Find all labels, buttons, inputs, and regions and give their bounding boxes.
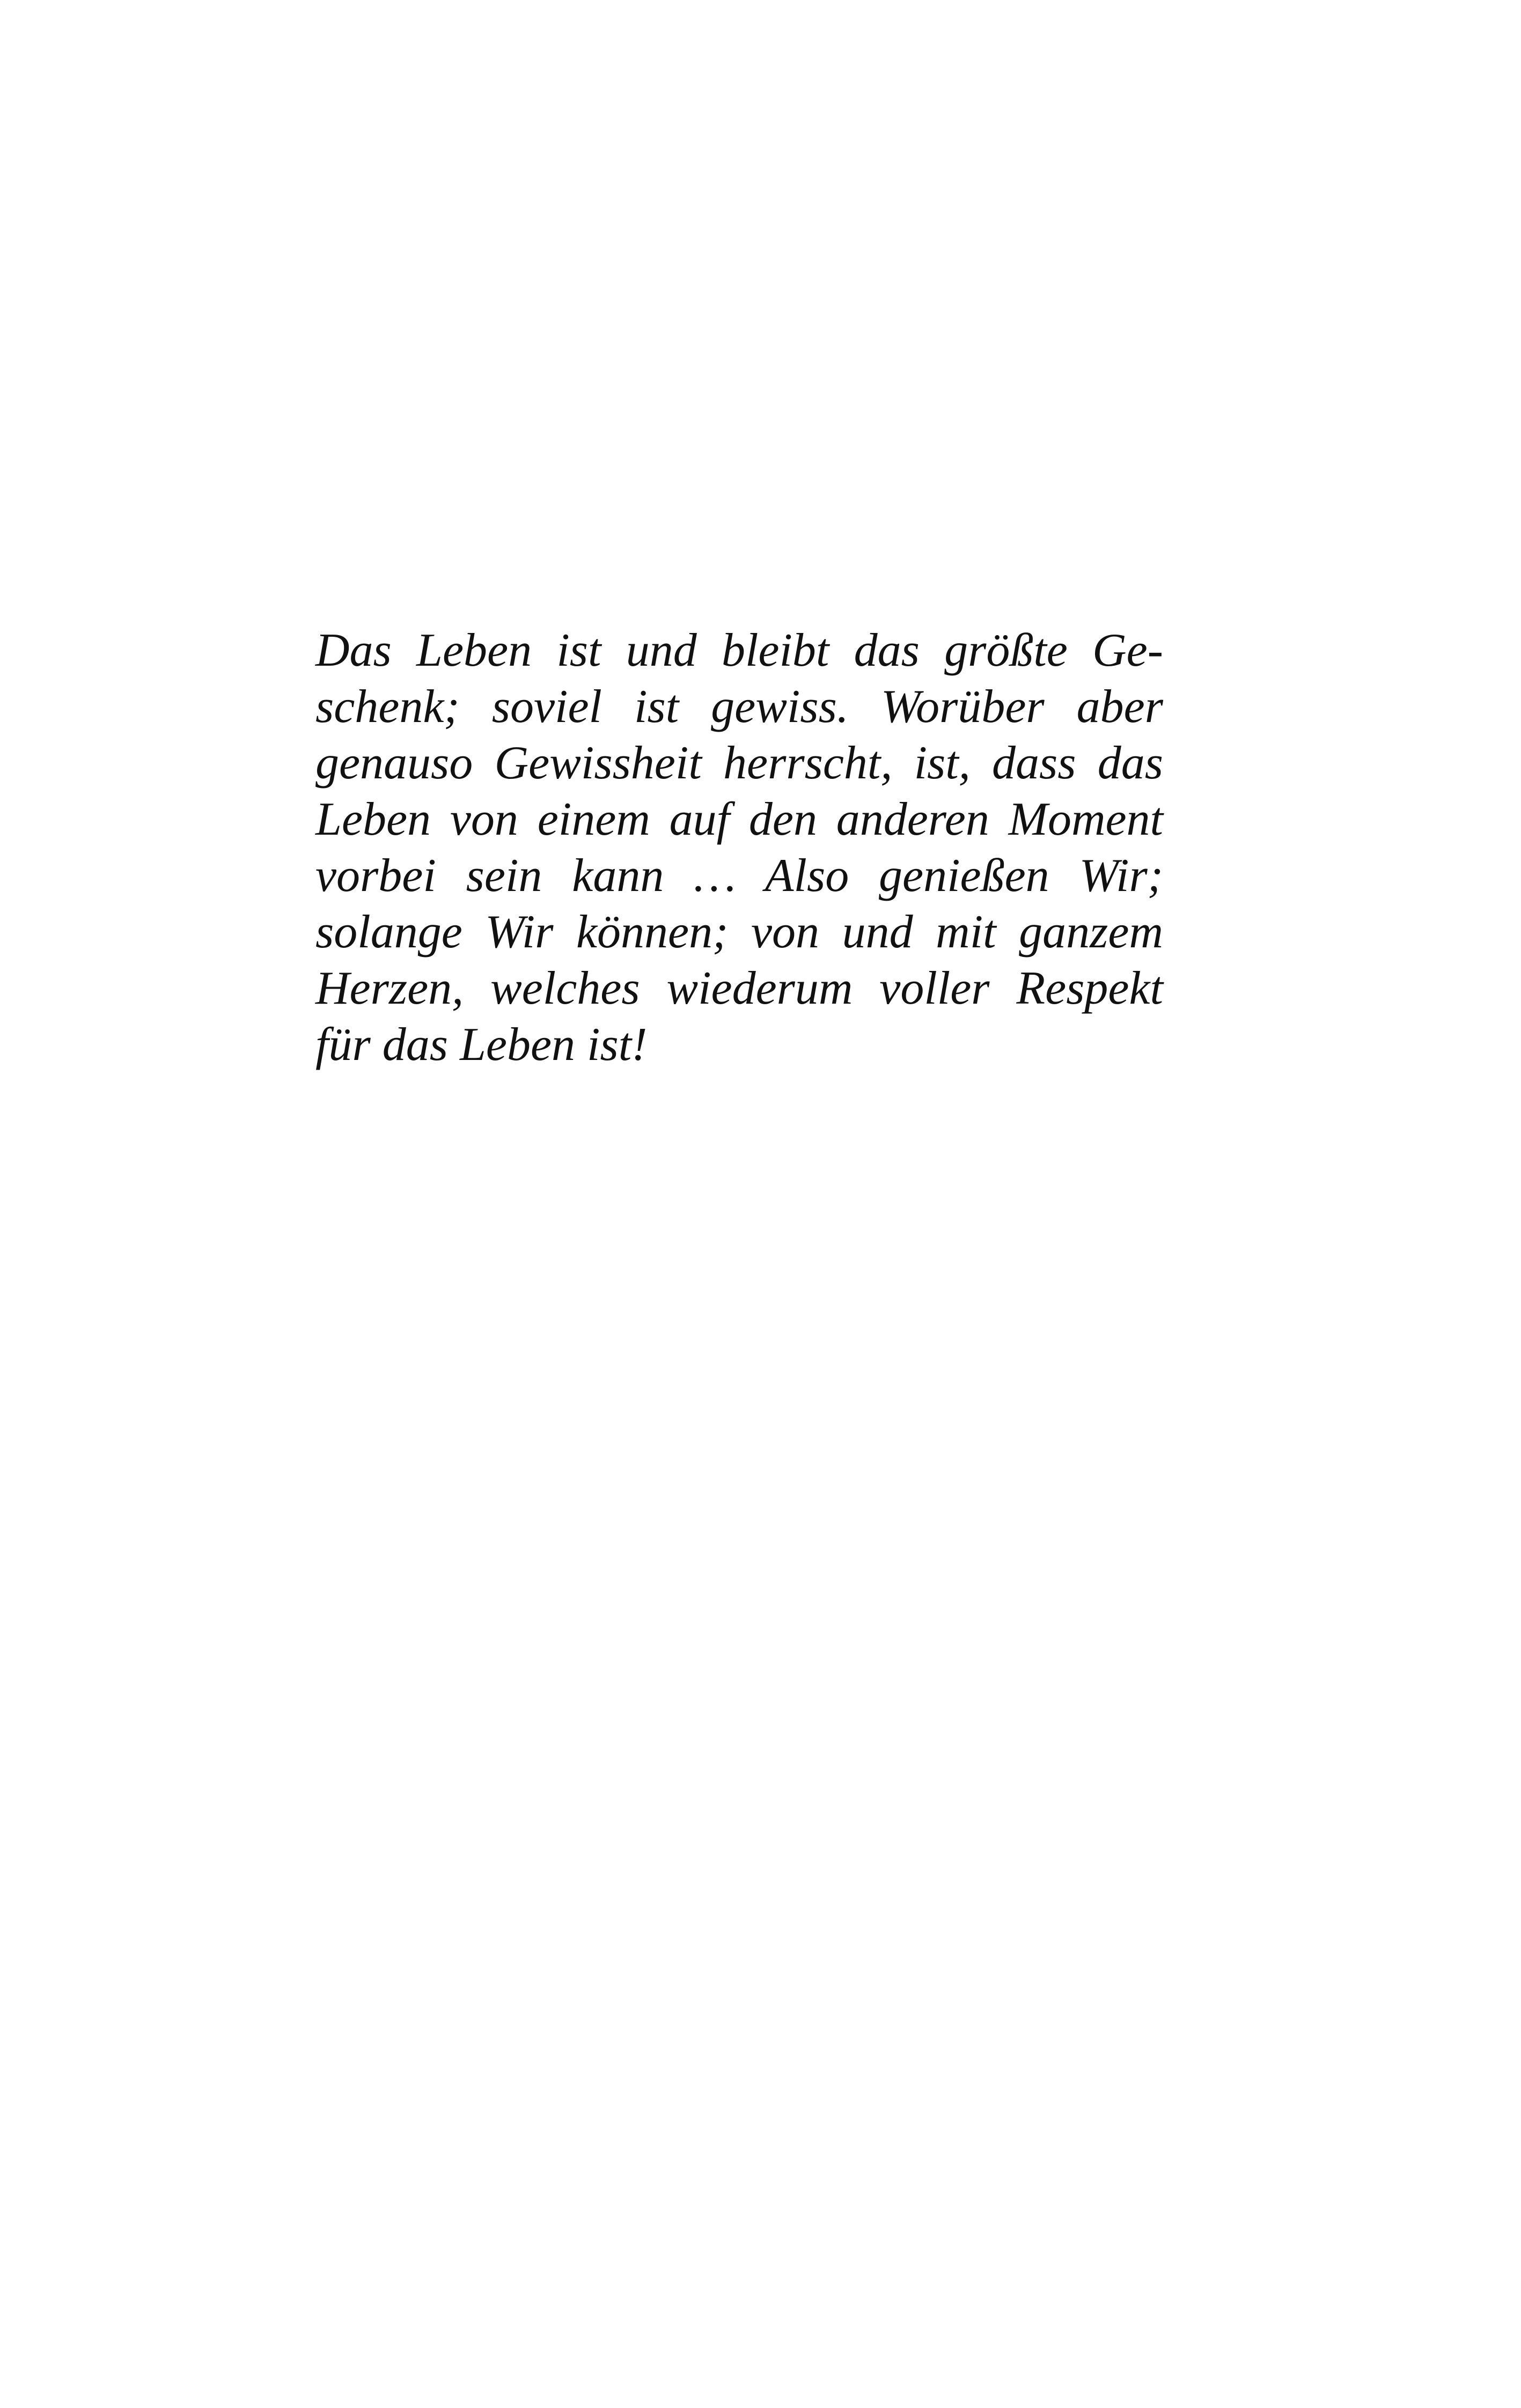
paragraph-line: genauso Gewissheit herrscht, ist, dass das [315,737,1163,789]
paragraph-line: Herzen, welches wiederum voller Respekt [315,962,1163,1014]
paragraph-line: schenk; soviel ist gewiss. Worüber aber [315,681,1163,733]
quote-paragraph [315,622,1163,1073]
paragraph-line: für das Leben ist! [315,1019,648,1071]
paragraph-line: vorbei sein kann … Also genießen Wir; [315,850,1163,902]
paragraph-line: Leben von einem auf den anderen Moment [315,793,1163,845]
paragraph-line: solange Wir können; von und mit ganzem [315,906,1163,958]
paragraph-line: Das Leben ist und bleibt das größte Ge- [315,624,1163,676]
